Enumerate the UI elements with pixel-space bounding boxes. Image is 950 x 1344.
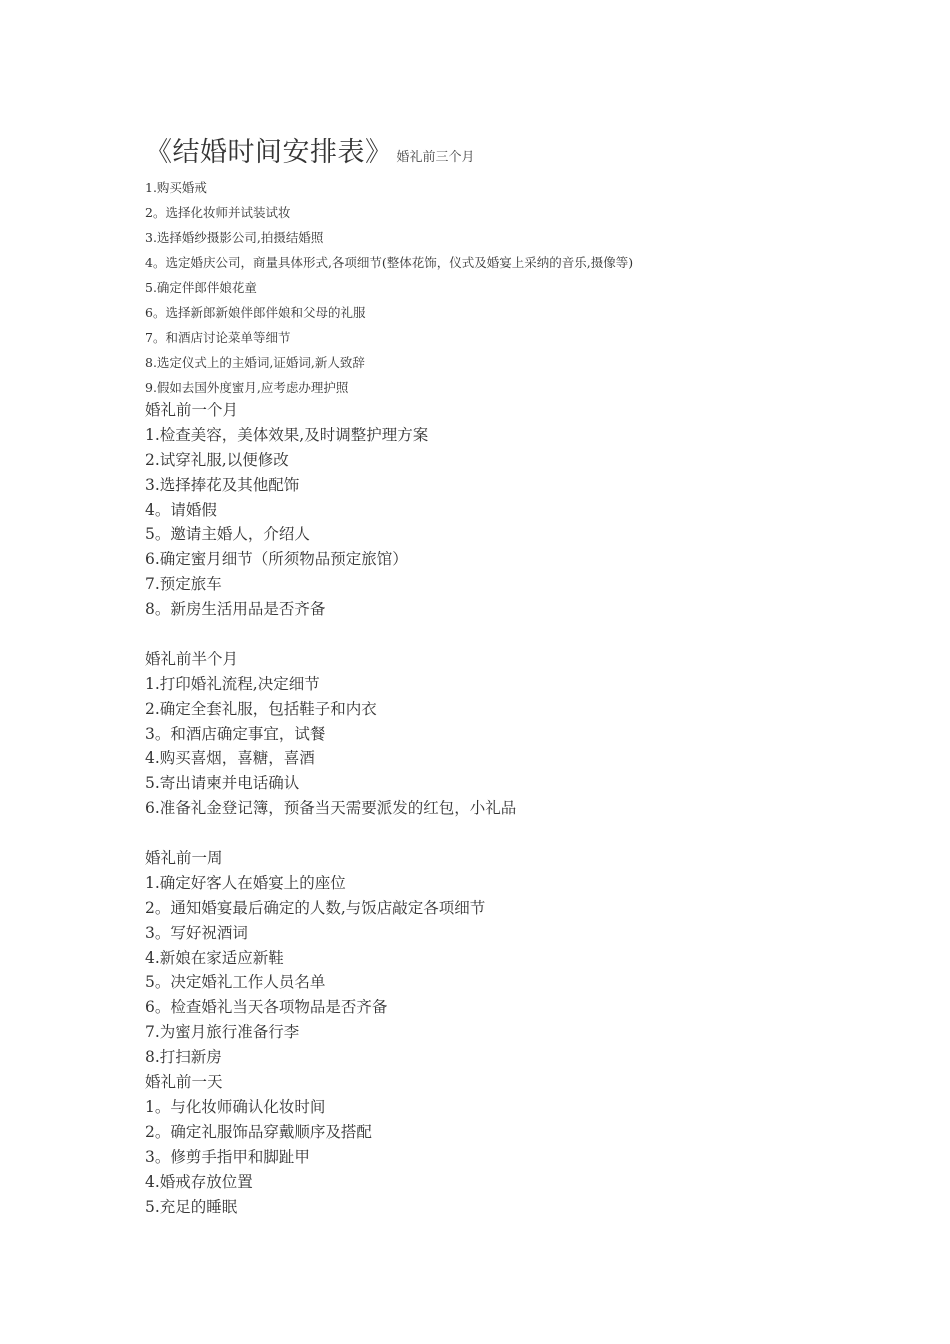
list-item: 3。修剪手指甲和脚趾甲 bbox=[145, 1147, 310, 1166]
list-item: 2。确定礼服饰品穿戴顺序及搭配 bbox=[145, 1122, 372, 1141]
list-item: 7。和酒店讨论菜单等细节 bbox=[145, 330, 291, 345]
section-heading-three-months: 婚礼前三个月 bbox=[396, 150, 475, 165]
list-item: 5.确定伴郎伴娘花童 bbox=[145, 280, 257, 295]
blank-line bbox=[145, 821, 516, 846]
list-item: 4.购买喜烟，喜糖，喜酒 bbox=[145, 749, 315, 768]
list-item: 2。选择化妆师并试装试妆 bbox=[145, 205, 291, 220]
list-item: 5.寄出请柬并电话确认 bbox=[145, 774, 300, 793]
section-heading-one-day: 婚礼前一天 bbox=[145, 1073, 223, 1092]
list-item: 3。写好祝酒词 bbox=[145, 923, 248, 942]
blank-line bbox=[145, 622, 516, 647]
list-item: 9.假如去国外度蜜月,应考虑办理护照 bbox=[145, 380, 349, 395]
list-item: 8。新房生活用品是否齐备 bbox=[145, 600, 326, 619]
list-item: 5.充足的睡眠 bbox=[145, 1197, 238, 1216]
document-title: 《结婚时间安排表》 bbox=[145, 137, 393, 168]
list-item: 2.试穿礼服,以便修改 bbox=[145, 450, 289, 469]
main-sections bbox=[145, 398, 516, 1219]
list-item: 1.检查美容，美体效果,及时调整护理方案 bbox=[145, 425, 429, 444]
list-item: 2。通知婚宴最后确定的人数,与饭店敲定各项细节 bbox=[145, 898, 486, 917]
list-item: 5。决定婚礼工作人员名单 bbox=[145, 973, 326, 992]
list-item: 8.选定仪式上的主婚词,证婚词,新人致辞 bbox=[145, 355, 365, 370]
list-item: 3.选择捧花及其他配饰 bbox=[145, 475, 300, 494]
list-item: 3.选择婚纱摄影公司,拍摄结婚照 bbox=[145, 230, 324, 245]
list-item: 8.打扫新房 bbox=[145, 1048, 222, 1067]
section-heading-one-week: 婚礼前一周 bbox=[145, 849, 223, 868]
list-item: 6.确定蜜月细节（所须物品预定旅馆） bbox=[145, 550, 408, 569]
section-heading-one-month: 婚礼前一个月 bbox=[145, 401, 239, 419]
title-row bbox=[145, 130, 475, 172]
list-item: 6。检查婚礼当天各项物品是否齐备 bbox=[145, 998, 388, 1017]
section-heading-half-month: 婚礼前半个月 bbox=[145, 649, 239, 668]
list-item: 7.为蜜月旅行准备行李 bbox=[145, 1023, 300, 1042]
list-item: 6。选择新郎新娘伴郎伴娘和父母的礼服 bbox=[145, 305, 366, 320]
list-item: 5。邀请主婚人，介绍人 bbox=[145, 525, 310, 544]
three-months-list bbox=[145, 175, 633, 400]
list-item: 3。和酒店确定事宜，试餐 bbox=[145, 724, 326, 743]
list-item: 1.确定好客人在婚宴上的座位 bbox=[145, 873, 346, 892]
list-item: 4.婚戒存放位置 bbox=[145, 1172, 253, 1191]
list-item: 7.预定旅车 bbox=[145, 575, 222, 594]
list-item: 1.购买婚戒 bbox=[145, 180, 207, 195]
list-item: 1。与化妆师确认化妆时间 bbox=[145, 1097, 326, 1116]
list-item: 4.新娘在家适应新鞋 bbox=[145, 948, 284, 967]
list-item: 1.打印婚礼流程,决定细节 bbox=[145, 674, 320, 693]
list-item: 2.确定全套礼服，包括鞋子和内衣 bbox=[145, 699, 377, 718]
list-item: 4。请婚假 bbox=[145, 500, 217, 519]
list-item: 4。选定婚庆公司，商量具体形式,各项细节(整体花饰，仪式及婚宴上采纳的音乐,摄像等) bbox=[145, 255, 634, 270]
list-item: 6.准备礼金登记簿，预备当天需要派发的红包，小礼品 bbox=[145, 799, 517, 818]
